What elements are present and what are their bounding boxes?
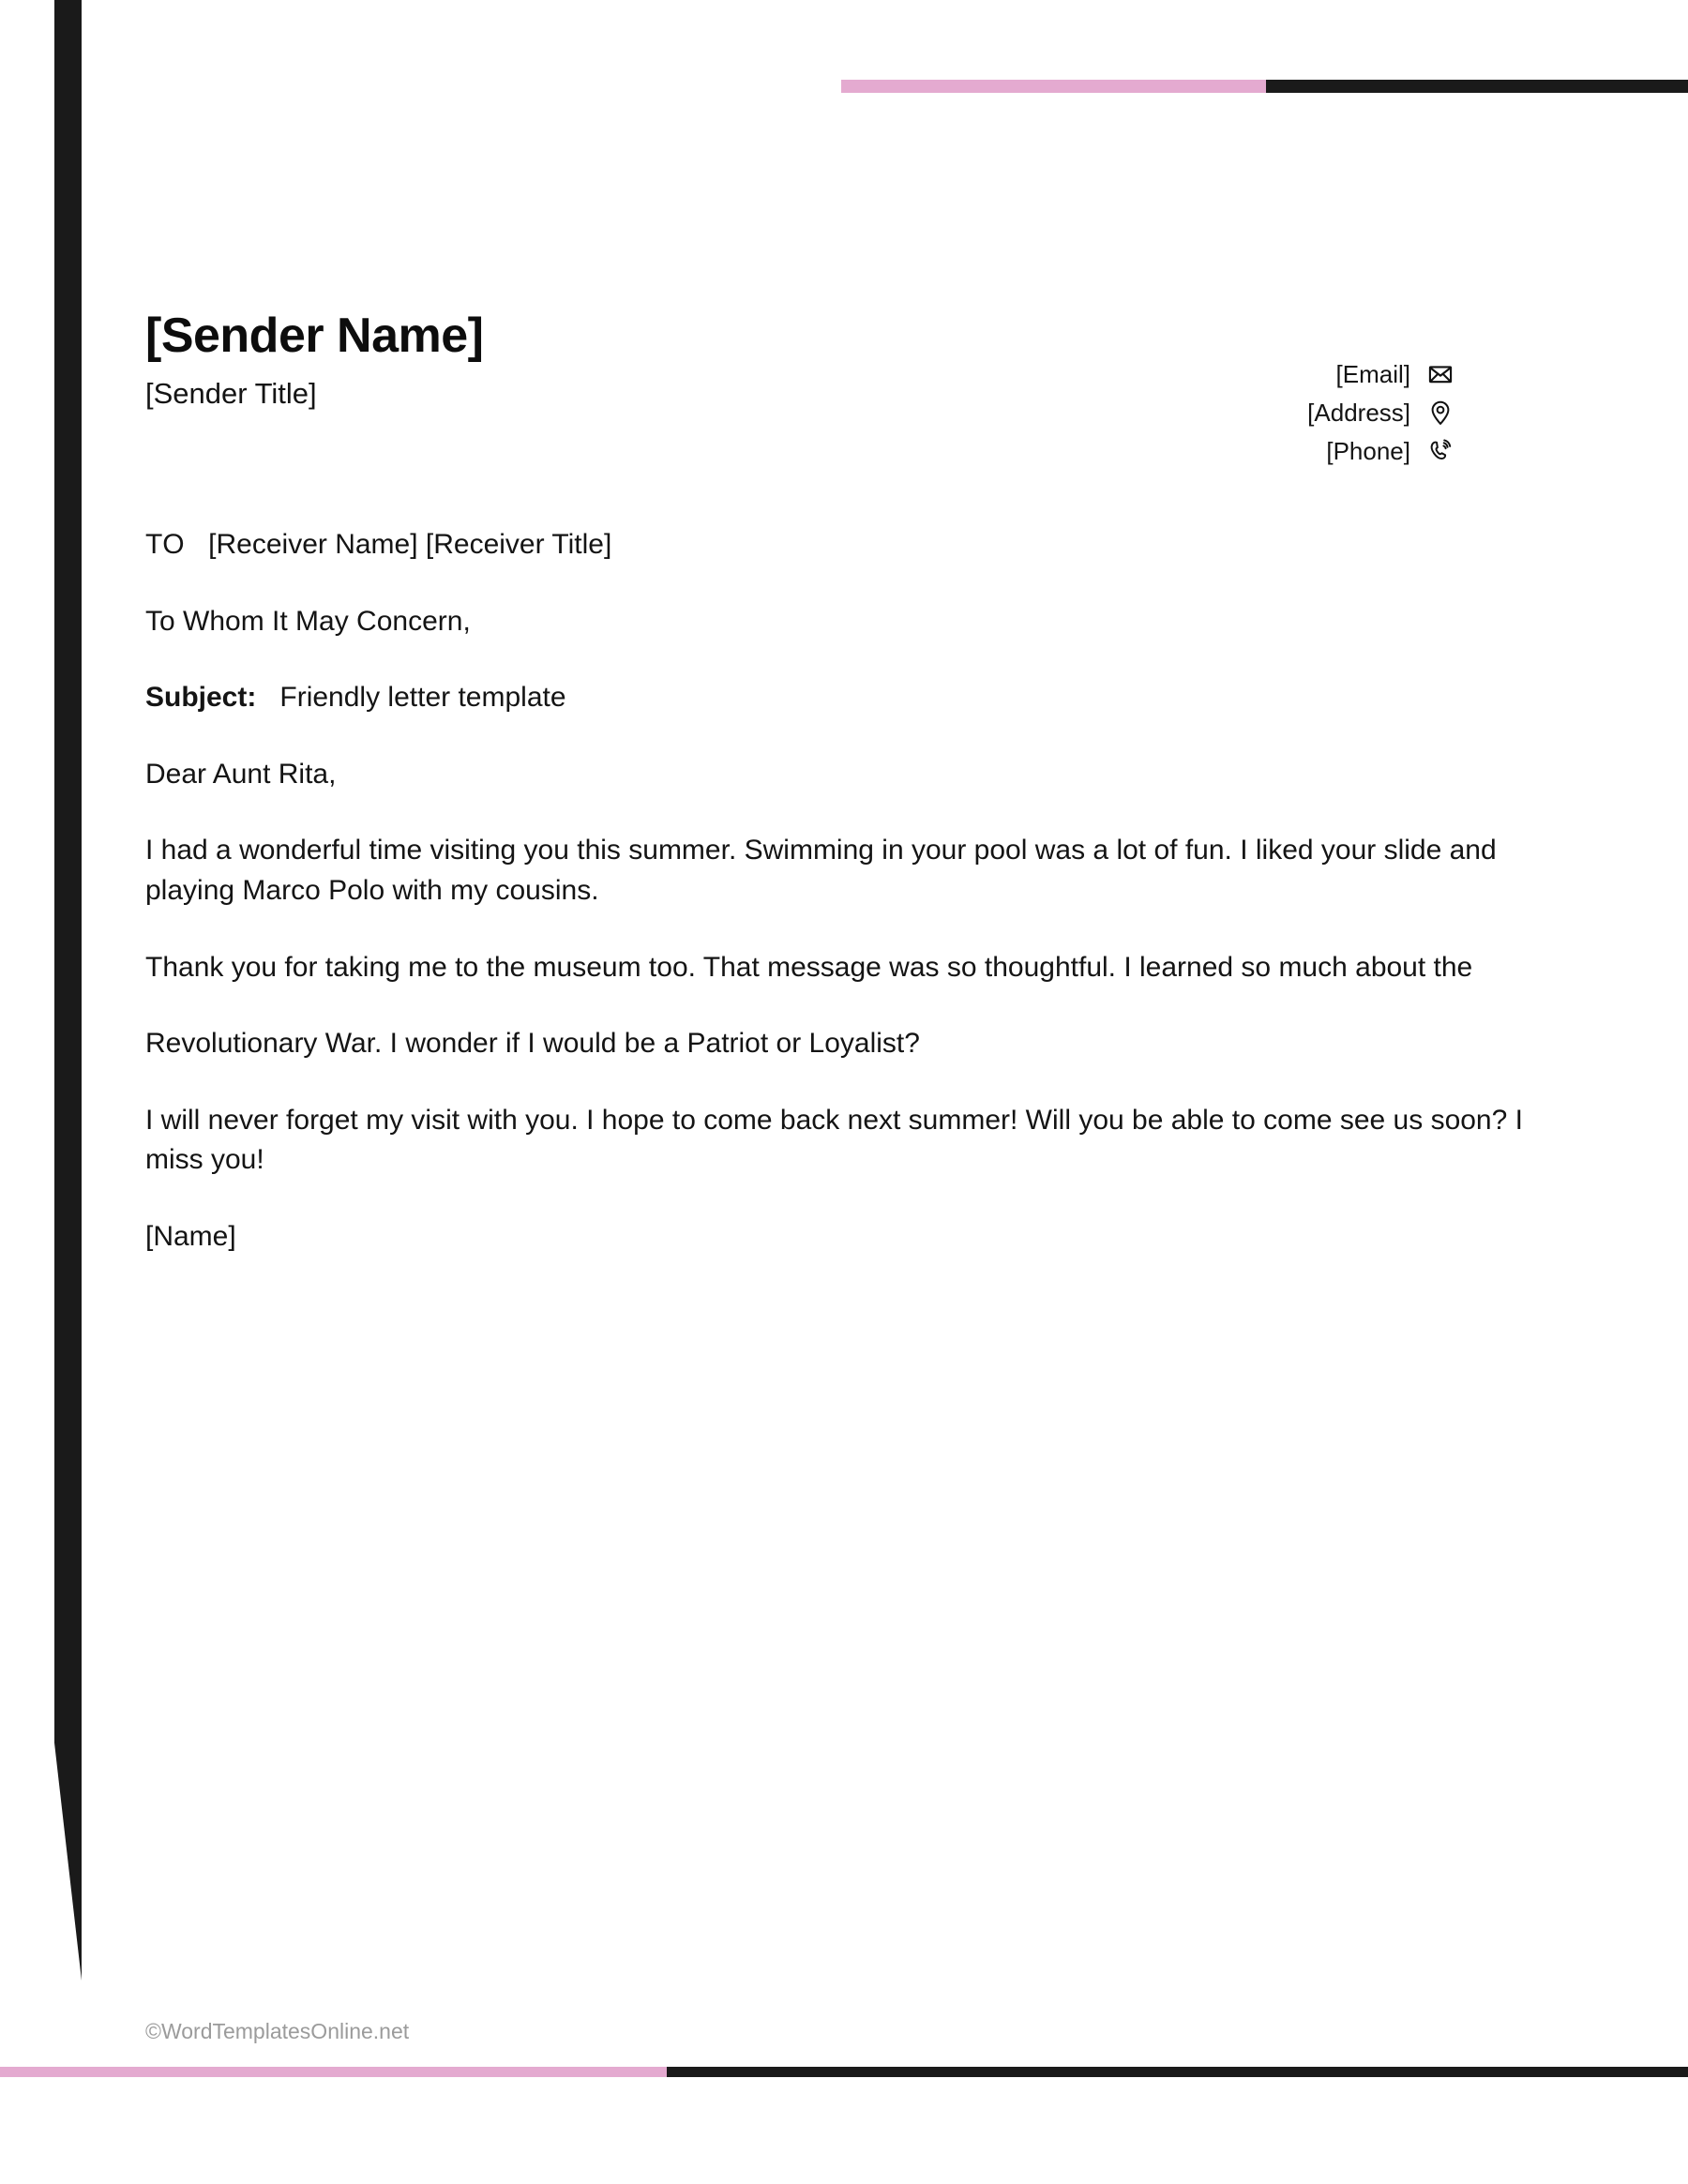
address-label[interactable]: [Address] (1307, 399, 1410, 427)
to-label: TO (145, 529, 186, 560)
subject-line (145, 678, 1547, 718)
generic-salutation: To Whom It May Concern, (145, 605, 471, 637)
top-accent-bar-black (1266, 80, 1688, 93)
signature[interactable]: [Name] (145, 1220, 236, 1252)
envelope-icon (1427, 361, 1454, 387)
footer-credit: ©WordTemplatesOnline.net (145, 2019, 410, 2043)
contact-row-email[interactable] (1336, 361, 1454, 387)
top-accent-bar-pink (841, 80, 1266, 93)
to-line (145, 525, 1547, 565)
subject-label: Subject: (145, 682, 257, 714)
letter-body (145, 525, 1547, 1294)
map-pin-icon (1427, 399, 1454, 426)
bottom-accent-bar-pink (0, 2067, 667, 2077)
sender-name[interactable]: [Sender Name] (145, 309, 484, 363)
contact-row-address[interactable] (1307, 399, 1454, 426)
paragraph-3[interactable]: Revolutionary War. I wonder if I would be a Patriot or Loyalist? (145, 1028, 920, 1060)
left-vertical-accent-bar (54, 0, 82, 1981)
sender-title[interactable]: [Sender Title] (145, 377, 317, 411)
email-label[interactable]: [Email] (1335, 360, 1410, 388)
bottom-accent-bar-black (667, 2067, 1688, 2077)
subject-value[interactable]: Friendly letter template (279, 682, 566, 714)
paragraph-2[interactable]: Thank you for taking me to the museum too. That message was so thoughtful. I learned so much about the (145, 951, 1473, 983)
paragraph-4[interactable]: I will never forget my visit with you. I hope to come back next summer! Will you be able to come see us soon? I miss you! (145, 1104, 1523, 1176)
paragraph-1[interactable]: I had a wonderful time visiting you this summer. Swimming in your pool was a lot of fun. I liked your slide and playing Marco Polo with my cousins. (145, 835, 1497, 906)
phone-label[interactable]: [Phone] (1326, 437, 1410, 465)
sender-block (145, 309, 484, 410)
contact-row-phone[interactable] (1326, 438, 1454, 464)
greeting[interactable]: Dear Aunt Rita, (145, 758, 337, 790)
to-value[interactable]: [Receiver Name] [Receiver Title] (208, 529, 612, 560)
phone-ringing-icon (1427, 438, 1454, 464)
contact-block (1307, 361, 1454, 464)
